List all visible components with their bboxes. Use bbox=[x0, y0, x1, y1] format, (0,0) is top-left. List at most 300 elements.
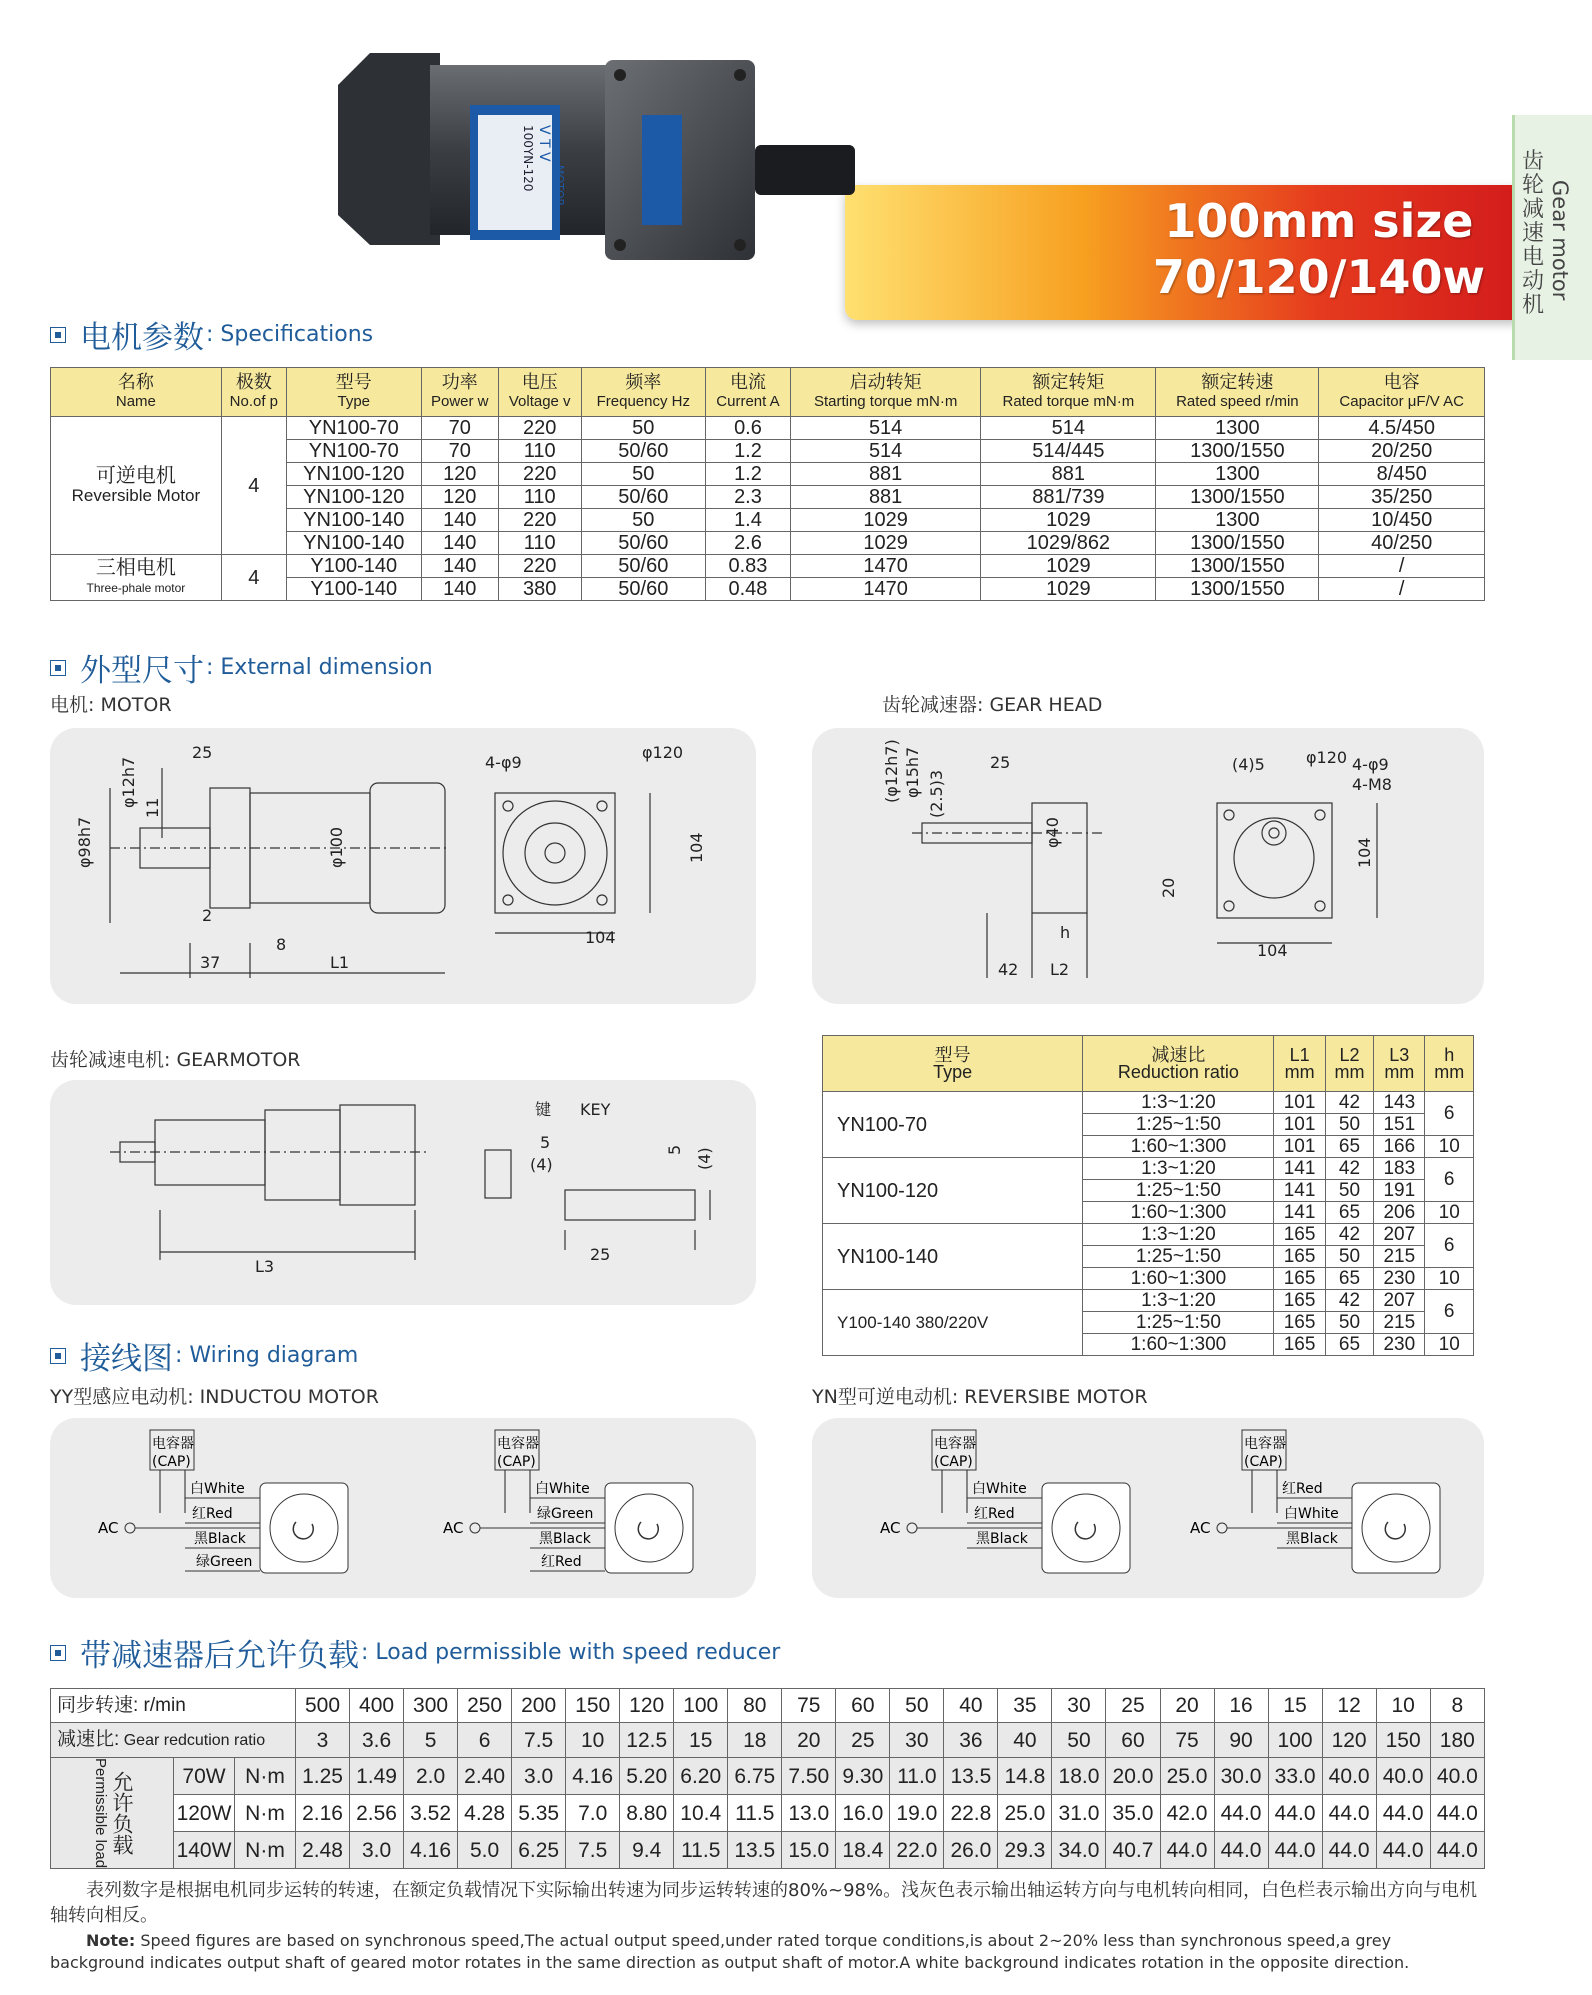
load-cell: 1.49 bbox=[350, 1758, 404, 1795]
spec-header-en: Rated torque mN·m bbox=[1002, 393, 1135, 410]
load-ratio-cell: 10 bbox=[566, 1723, 620, 1758]
spec-cell: 1300 bbox=[1156, 509, 1319, 532]
gear-dim-25b: 25 bbox=[990, 753, 1011, 772]
dimension-title-en: : External dimension bbox=[206, 655, 433, 680]
load-speed-cell: 80 bbox=[728, 1689, 782, 1723]
load-cell: 10.4 bbox=[674, 1795, 728, 1832]
ratio-type: YN100-140 bbox=[823, 1224, 1083, 1290]
spec-cell: 1470 bbox=[790, 578, 980, 601]
load-speed-cell: 75 bbox=[782, 1689, 836, 1723]
load-ratio-cell: 40 bbox=[998, 1723, 1052, 1758]
ratio-cell: 101 bbox=[1274, 1114, 1325, 1136]
spec-cell: 50/60 bbox=[581, 486, 705, 509]
ac-source-icon bbox=[1217, 1523, 1227, 1533]
ratio-cell: 42 bbox=[1325, 1224, 1374, 1246]
spec-header-zh: 电流 bbox=[729, 372, 766, 392]
spec-cell: 1.2 bbox=[706, 440, 791, 463]
load-cell: 1.25 bbox=[296, 1758, 350, 1795]
spec-cell: 1029 bbox=[790, 509, 980, 532]
note-en bbox=[50, 1930, 1490, 1974]
ratio-cell: 1:60~1:300 bbox=[1083, 1334, 1274, 1356]
ratio-cell: 42 bbox=[1325, 1092, 1374, 1114]
ratio-header-top: L2 bbox=[1339, 1044, 1360, 1065]
load-side-en: Permissible load bbox=[92, 1758, 109, 1869]
gearmotor-label: 齿轮减速电机: GEARMOTOR bbox=[50, 1049, 301, 1071]
spec-group-name bbox=[51, 555, 222, 601]
spec-cell: YN100-140 bbox=[286, 532, 421, 555]
motor-photo bbox=[320, 45, 880, 275]
ratio-h: 6 bbox=[1425, 1158, 1474, 1202]
spec-cell: 140 bbox=[421, 555, 498, 578]
ratio-cell: 65 bbox=[1325, 1202, 1374, 1224]
dimension-section-title bbox=[50, 645, 433, 690]
load-cell: 8.80 bbox=[620, 1795, 674, 1832]
load-cell: 44.0 bbox=[1376, 1832, 1430, 1869]
motor-dim-holes: 4-φ9 bbox=[485, 753, 522, 772]
group-name-en: Reversible Motor bbox=[71, 485, 201, 505]
wiring-left-panel bbox=[50, 1418, 756, 1598]
motor-symbol bbox=[260, 1483, 348, 1573]
ratio-type: YN100-120 bbox=[823, 1158, 1083, 1224]
load-power: 140W bbox=[174, 1832, 235, 1869]
ratio-header-top: 型号 bbox=[934, 1044, 971, 1065]
spec-cell: 50 bbox=[581, 509, 705, 532]
load-cell: 2.56 bbox=[350, 1795, 404, 1832]
spec-cell: 140 bbox=[421, 578, 498, 601]
load-cell: 44.0 bbox=[1430, 1795, 1484, 1832]
load-cell: 6.20 bbox=[674, 1758, 728, 1795]
load-cell: 11.5 bbox=[674, 1832, 728, 1869]
load-cell: 9.4 bbox=[620, 1832, 674, 1869]
load-cell: 16.0 bbox=[836, 1795, 890, 1832]
motor-label-motor: MOTOR bbox=[553, 165, 566, 207]
spec-cell: 1300/1550 bbox=[1156, 486, 1319, 509]
spec-cell: 1.2 bbox=[706, 463, 791, 486]
load-cell: 44.0 bbox=[1268, 1832, 1322, 1869]
spec-cell: 1300 bbox=[1156, 417, 1319, 440]
wiring-diagram bbox=[443, 1430, 693, 1573]
motor-dim-11: 11 bbox=[143, 797, 162, 818]
load-cell: 19.0 bbox=[890, 1795, 944, 1832]
spec-cell: 50/60 bbox=[581, 555, 705, 578]
ratio-header-bottom: mm bbox=[1434, 1061, 1465, 1082]
load-cell: 44.0 bbox=[1430, 1832, 1484, 1869]
load-unit: N·m bbox=[235, 1758, 296, 1795]
gear-dim-25: (2.5)3 bbox=[927, 769, 946, 818]
bullet-icon bbox=[50, 327, 66, 343]
motor-dim-l1: L1 bbox=[330, 953, 350, 972]
load-cell: 44.0 bbox=[1214, 1832, 1268, 1869]
ratio-cell: 166 bbox=[1374, 1136, 1425, 1158]
load-ratio-cell: 30 bbox=[890, 1723, 944, 1758]
ratio-cell: 1:60~1:300 bbox=[1083, 1136, 1274, 1158]
spec-cell: 220 bbox=[498, 509, 581, 532]
spec-poles: 4 bbox=[221, 555, 286, 601]
gear-dim-l2: L2 bbox=[1050, 960, 1070, 979]
spec-header-0 bbox=[51, 368, 222, 417]
spec-cell: YN100-70 bbox=[286, 440, 421, 463]
load-cell: 3.0 bbox=[350, 1832, 404, 1869]
ratio-cell: 1:3~1:20 bbox=[1083, 1092, 1274, 1114]
load-cell: 3.52 bbox=[404, 1795, 458, 1832]
wiring-title-en: : Wiring diagram bbox=[175, 1343, 359, 1368]
spec-cell: YN100-140 bbox=[286, 509, 421, 532]
spec-body bbox=[51, 417, 1485, 601]
spec-cell: 50/60 bbox=[581, 578, 705, 601]
spec-cell: 1029/862 bbox=[981, 532, 1156, 555]
wire-label: 红Red bbox=[192, 1506, 233, 1522]
spec-cell: 514 bbox=[790, 417, 980, 440]
bullet-icon bbox=[50, 1645, 66, 1661]
load-cell: 34.0 bbox=[1052, 1832, 1106, 1869]
spec-header-zh: 额定转速 bbox=[1201, 372, 1274, 392]
load-cell: 2.0 bbox=[404, 1758, 458, 1795]
load-cell: 11.0 bbox=[890, 1758, 944, 1795]
spec-title-en: : Specifications bbox=[206, 322, 374, 347]
load-cell: 22.8 bbox=[944, 1795, 998, 1832]
spec-header-zh: 频率 bbox=[625, 372, 662, 392]
load-speed-cell: 500 bbox=[296, 1689, 350, 1723]
ratio-header-bottom: mm bbox=[1384, 1061, 1415, 1082]
table-row bbox=[51, 1758, 1485, 1795]
gear-dim-120: φ120 bbox=[1306, 748, 1348, 767]
motor-dim-25: 25 bbox=[192, 743, 213, 762]
ratio-cell: 183 bbox=[1374, 1158, 1425, 1180]
spec-cell: YN100-70 bbox=[286, 417, 421, 440]
spec-header-zh: 功率 bbox=[441, 372, 478, 392]
ratio-header-5 bbox=[1425, 1036, 1474, 1092]
ratio-body bbox=[823, 1092, 1474, 1356]
wire-label: 白White bbox=[190, 1481, 245, 1497]
spec-cell: / bbox=[1319, 578, 1485, 601]
ratio-cell: 50 bbox=[1325, 1180, 1374, 1202]
spec-cell: 220 bbox=[498, 417, 581, 440]
motor-symbol bbox=[605, 1483, 693, 1573]
spec-header-en: Capacitor μF/V AC bbox=[1339, 393, 1464, 410]
load-speed-cell: 150 bbox=[566, 1689, 620, 1723]
spec-cell: YN100-120 bbox=[286, 463, 421, 486]
load-cell: 4.28 bbox=[458, 1795, 512, 1832]
gear-dim-holes: 4-φ9 bbox=[1352, 755, 1389, 774]
spec-cell: 0.48 bbox=[706, 578, 791, 601]
ratio-header-1 bbox=[1083, 1036, 1274, 1092]
ratio-cell: 101 bbox=[1274, 1092, 1325, 1114]
spec-cell: 881 bbox=[790, 463, 980, 486]
gearmotor-drawing-panel bbox=[50, 1080, 756, 1305]
gear-dim-45: (4)5 bbox=[1232, 755, 1265, 774]
table-row bbox=[51, 1795, 1485, 1832]
spec-cell: 1029 bbox=[981, 509, 1156, 532]
wiring-diagram bbox=[1190, 1430, 1440, 1573]
ratio-cell: 1:3~1:20 bbox=[1083, 1290, 1274, 1312]
gearmotor-key-5: 5 bbox=[540, 1133, 551, 1152]
side-title-zh: 齿轮减速电动机 bbox=[1522, 149, 1545, 318]
load-speed-cell: 100 bbox=[674, 1689, 728, 1723]
load-body bbox=[51, 1689, 1485, 1869]
group-name-en: Three-phale motor bbox=[86, 580, 186, 595]
spec-cell: Y100-140 bbox=[286, 555, 421, 578]
ratio-cell: 207 bbox=[1374, 1224, 1425, 1246]
load-speed-cell: 40 bbox=[944, 1689, 998, 1723]
load-ratio-cell: 50 bbox=[1052, 1723, 1106, 1758]
ac-source-icon bbox=[907, 1523, 917, 1533]
gearmotor-key-zh: 键 bbox=[535, 1100, 552, 1119]
wire-label: 白White bbox=[535, 1481, 590, 1497]
load-cell: 26.0 bbox=[944, 1832, 998, 1869]
load-power: 120W bbox=[174, 1795, 235, 1832]
spec-header-5 bbox=[581, 368, 705, 417]
spec-cell: 1470 bbox=[790, 555, 980, 578]
gear-dim-12: (φ12h7) bbox=[882, 739, 901, 803]
ratio-cell: 1:60~1:300 bbox=[1083, 1202, 1274, 1224]
spec-cell: 1029 bbox=[981, 555, 1156, 578]
load-ratio-cell: 150 bbox=[1376, 1723, 1430, 1758]
load-cell: 14.8 bbox=[998, 1758, 1052, 1795]
spec-cell: 1300/1550 bbox=[1156, 532, 1319, 555]
motor-dim-98: φ98h7 bbox=[75, 816, 94, 868]
load-speed-cell: 60 bbox=[836, 1689, 890, 1723]
capacitor-label-en: (CAP) bbox=[152, 1454, 191, 1470]
load-speed-cell: 25 bbox=[1106, 1689, 1160, 1723]
load-unit: N·m bbox=[235, 1795, 296, 1832]
banner-line2: 70/120/140w bbox=[1152, 250, 1485, 304]
ratio-cell: 1:3~1:20 bbox=[1083, 1224, 1274, 1246]
spec-cell: 0.83 bbox=[706, 555, 791, 578]
gear-dim-h: h bbox=[1060, 923, 1071, 942]
banner-text bbox=[1153, 193, 1485, 305]
load-cell: 4.16 bbox=[404, 1832, 458, 1869]
load-ratio-cell: 18 bbox=[728, 1723, 782, 1758]
load-cell: 20.0 bbox=[1106, 1758, 1160, 1795]
ratio-cell: 230 bbox=[1374, 1334, 1425, 1356]
load-ratio-cell: 6 bbox=[458, 1723, 512, 1758]
ac-label: AC bbox=[1190, 1519, 1211, 1537]
gear-dim-15: φ15h7 bbox=[903, 746, 922, 798]
load-cell: 22.0 bbox=[890, 1832, 944, 1869]
gearmotor-key-5v: 5 bbox=[665, 1144, 684, 1155]
ratio-header-2 bbox=[1274, 1036, 1325, 1092]
ratio-h: 10 bbox=[1425, 1202, 1474, 1224]
wiring-section-title bbox=[50, 1333, 358, 1378]
load-cell: 44.0 bbox=[1322, 1832, 1376, 1869]
load-cell: 35.0 bbox=[1106, 1795, 1160, 1832]
load-ratio-cell: 7.5 bbox=[512, 1723, 566, 1758]
load-cell: 33.0 bbox=[1268, 1758, 1322, 1795]
load-cell: 44.0 bbox=[1376, 1795, 1430, 1832]
ratio-header-bottom: mm bbox=[1334, 1061, 1365, 1082]
wire-label: 红Red bbox=[1282, 1481, 1323, 1497]
load-cell: 5.0 bbox=[458, 1832, 512, 1869]
capacitor-label: 电容器 bbox=[497, 1436, 539, 1452]
ratio-label-zh: 减速比: bbox=[57, 1729, 120, 1750]
capacitor-label: 电容器 bbox=[152, 1436, 194, 1452]
ratio-cell: 42 bbox=[1325, 1158, 1374, 1180]
load-section-title bbox=[50, 1630, 780, 1675]
spec-section-title bbox=[50, 312, 373, 357]
ratio-cell: 1:25~1:50 bbox=[1083, 1180, 1274, 1202]
capacitor-label-en: (CAP) bbox=[497, 1454, 536, 1470]
spec-cell: 50/60 bbox=[581, 532, 705, 555]
wiring-left-diagrams bbox=[50, 1418, 756, 1598]
load-speed-cell: 50 bbox=[890, 1689, 944, 1723]
load-speed-cell: 400 bbox=[350, 1689, 404, 1723]
capacitor-label-en: (CAP) bbox=[1244, 1454, 1283, 1470]
ratio-type: Y100-140 380/220V bbox=[823, 1290, 1083, 1356]
group-name-zh: 可逆电机 bbox=[95, 464, 176, 487]
load-cell: 42.0 bbox=[1160, 1795, 1214, 1832]
banner-line1: 100mm size bbox=[1164, 194, 1474, 248]
spec-cell: 1300 bbox=[1156, 463, 1319, 486]
gear-dim-20: 20 bbox=[1159, 877, 1178, 898]
spec-cell: 70 bbox=[421, 417, 498, 440]
ratio-header-bottom: Reduction ratio bbox=[1117, 1061, 1239, 1082]
ratio-type: YN100-70 bbox=[823, 1092, 1083, 1158]
load-cell: 9.30 bbox=[836, 1758, 890, 1795]
table-row bbox=[823, 1290, 1474, 1312]
wiring-right-diagrams bbox=[812, 1418, 1484, 1598]
capacitor-label-en: (CAP) bbox=[934, 1454, 973, 1470]
note-zh: 表列数字是根据电机同步运转的转速，在额定负载情况下实际输出转速为同步运转转速的80%~98%。浅灰色表示输出轴运转方向与电机转向相同，白色栏表示输出方向与电机轴转向相反。 bbox=[50, 1880, 1478, 1926]
ratio-cell: 1:25~1:50 bbox=[1083, 1114, 1274, 1136]
ratio-cell: 165 bbox=[1274, 1290, 1325, 1312]
load-ratio-row bbox=[51, 1723, 1485, 1758]
spec-header-2 bbox=[286, 368, 421, 417]
load-speed-label: 同步转速: r/min bbox=[51, 1689, 296, 1723]
ac-label: AC bbox=[443, 1519, 464, 1537]
load-cell: 44.0 bbox=[1214, 1795, 1268, 1832]
ratio-cell: 42 bbox=[1325, 1290, 1374, 1312]
motor-dim-12: φ12h7 bbox=[119, 756, 138, 808]
load-speed-cell: 120 bbox=[620, 1689, 674, 1723]
load-speed-cell: 12 bbox=[1322, 1689, 1376, 1723]
spec-cell: 4.5/450 bbox=[1319, 417, 1485, 440]
spec-cell: 881 bbox=[981, 463, 1156, 486]
spec-header-en: Starting torque mN·m bbox=[813, 393, 958, 410]
gearmotor-key-4v: (4) bbox=[695, 1147, 714, 1170]
load-cell: 15.0 bbox=[782, 1832, 836, 1869]
wiring-right-panel bbox=[812, 1418, 1484, 1598]
spec-cell: 120 bbox=[421, 486, 498, 509]
ratio-header-bottom: Type bbox=[933, 1061, 973, 1082]
load-cell: 2.48 bbox=[296, 1832, 350, 1869]
spec-cell: 40/250 bbox=[1319, 532, 1485, 555]
spec-header-1 bbox=[221, 368, 286, 417]
wiring-right-label: YN型可逆电动机: REVERSIBE MOTOR bbox=[812, 1386, 1148, 1408]
load-cell: 40.0 bbox=[1430, 1758, 1484, 1795]
spec-cell: 35/250 bbox=[1319, 486, 1485, 509]
spec-header-en: Rated speed r/min bbox=[1176, 393, 1299, 410]
spec-header-zh: 极数 bbox=[235, 372, 272, 392]
spec-cell: 220 bbox=[498, 555, 581, 578]
bullet-icon bbox=[50, 1348, 66, 1364]
load-cell: 2.40 bbox=[458, 1758, 512, 1795]
spec-cell: 0.6 bbox=[706, 417, 791, 440]
spec-cell: 50/60 bbox=[581, 440, 705, 463]
spec-cell: Y100-140 bbox=[286, 578, 421, 601]
spec-header-en: Current A bbox=[716, 393, 780, 410]
table-row bbox=[51, 417, 1485, 440]
gear-dim-104h: 104 bbox=[1257, 941, 1288, 960]
gear-dim-42: 42 bbox=[998, 960, 1019, 979]
load-cell: 25.0 bbox=[998, 1795, 1052, 1832]
spec-cell: 514 bbox=[981, 417, 1156, 440]
wiring-diagram bbox=[98, 1430, 348, 1573]
load-ratio-cell: 100 bbox=[1268, 1723, 1322, 1758]
load-cell: 11.5 bbox=[728, 1795, 782, 1832]
ratio-header-top: L1 bbox=[1289, 1044, 1310, 1065]
load-ratio-cell: 120 bbox=[1322, 1723, 1376, 1758]
load-cell: 2.16 bbox=[296, 1795, 350, 1832]
ratio-cell: 165 bbox=[1274, 1334, 1325, 1356]
spec-header-zh: 电容 bbox=[1383, 372, 1420, 392]
spec-header-en: Type bbox=[337, 393, 371, 410]
ratio-cell: 50 bbox=[1325, 1114, 1374, 1136]
spec-cell: 120 bbox=[421, 463, 498, 486]
load-side-label bbox=[51, 1758, 174, 1869]
spec-poles: 4 bbox=[221, 417, 286, 555]
load-speed-cell: 250 bbox=[458, 1689, 512, 1723]
group-name-zh: 三相电机 bbox=[95, 556, 176, 579]
motor-dim-120: φ120 bbox=[642, 743, 684, 762]
spec-header-6 bbox=[706, 368, 791, 417]
ac-label: AC bbox=[98, 1519, 119, 1537]
load-cell: 40.0 bbox=[1376, 1758, 1430, 1795]
load-ratio-cell: 75 bbox=[1160, 1723, 1214, 1758]
load-ratio-cell: 12.5 bbox=[620, 1723, 674, 1758]
spec-cell: 514/445 bbox=[981, 440, 1156, 463]
ratio-cell: 141 bbox=[1274, 1180, 1325, 1202]
load-cell: 6.75 bbox=[728, 1758, 782, 1795]
spec-header-10 bbox=[1319, 368, 1485, 417]
load-cell: 40.0 bbox=[1322, 1758, 1376, 1795]
spec-header-zh: 型号 bbox=[335, 372, 372, 392]
ratio-header-row bbox=[823, 1036, 1474, 1092]
note-en-text: Speed figures are based on synchronous speed,The actual output speed,under rated torque conditions,is about 2~20% less than synchronous speed,a grey background indicates output shaft of geared motor rotates in the same direction as output shaft of motor.A white background indicates rotation in the opposite direction. bbox=[50, 1931, 1410, 1972]
spec-cell: 380 bbox=[498, 578, 581, 601]
spec-header-8 bbox=[981, 368, 1156, 417]
load-ratio-cell: 90 bbox=[1214, 1723, 1268, 1758]
motor-drawing-panel bbox=[50, 728, 756, 1004]
gear-dim-104v: 104 bbox=[1355, 837, 1374, 868]
load-unit: N·m bbox=[235, 1832, 296, 1869]
ratio-header-bottom: mm bbox=[1284, 1061, 1315, 1082]
load-ratio-cell: 15 bbox=[674, 1723, 728, 1758]
load-cell: 7.5 bbox=[566, 1832, 620, 1869]
motor-dim-2: 2 bbox=[202, 906, 213, 925]
wiring-diagram bbox=[880, 1430, 1130, 1573]
side-title-en: Gear motor bbox=[1548, 180, 1572, 301]
load-speed-cell: 35 bbox=[998, 1689, 1052, 1723]
gearmotor-key-4: (4) bbox=[530, 1155, 553, 1174]
ratio-header-3 bbox=[1325, 1036, 1374, 1092]
load-cell: 18.0 bbox=[1052, 1758, 1106, 1795]
wire-label: 白White bbox=[1284, 1506, 1339, 1522]
load-speed-cell: 10 bbox=[1376, 1689, 1430, 1723]
table-row bbox=[51, 1832, 1485, 1869]
spec-cell: 70 bbox=[421, 440, 498, 463]
spec-cell: 514 bbox=[790, 440, 980, 463]
load-ratio-cell: 36 bbox=[944, 1723, 998, 1758]
load-cell: 29.3 bbox=[998, 1832, 1052, 1869]
load-speed-cell: 16 bbox=[1214, 1689, 1268, 1723]
ratio-h: 6 bbox=[1425, 1290, 1474, 1334]
spec-cell: 881/739 bbox=[981, 486, 1156, 509]
spec-cell: YN100-120 bbox=[286, 486, 421, 509]
motor-dim-100: φ100 bbox=[327, 826, 346, 868]
spec-cell: 1300/1550 bbox=[1156, 578, 1319, 601]
spec-cell: 881 bbox=[790, 486, 980, 509]
gearmotor-dim-l3: L3 bbox=[255, 1257, 275, 1276]
